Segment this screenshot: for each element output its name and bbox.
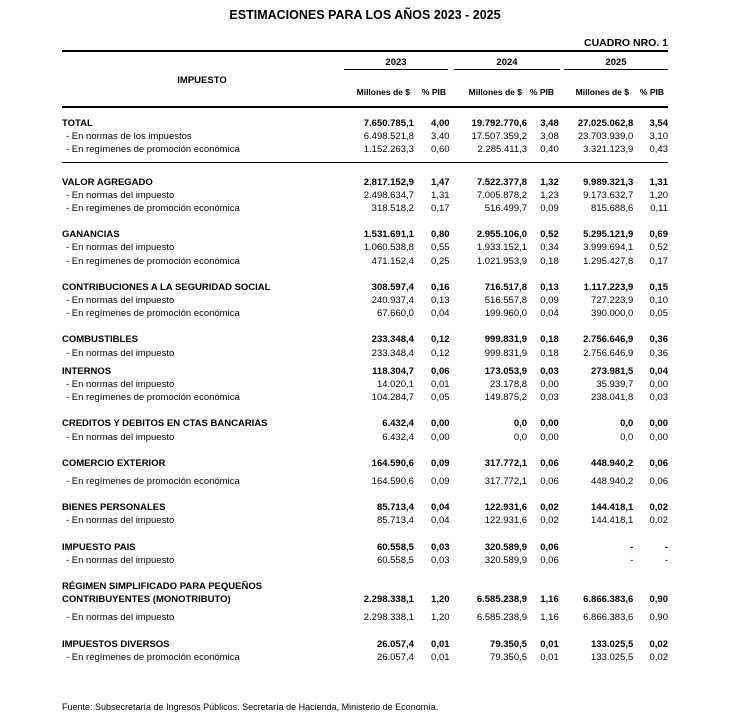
row-label: [62, 202, 346, 215]
value-millones: 27.025.062,8: [577, 118, 634, 129]
value-millones: 318.518,2: [371, 203, 414, 215]
value-millones: 104.284,7: [371, 392, 414, 404]
row-label: [62, 554, 346, 567]
value-pib: 0,01: [431, 638, 450, 650]
value-millones: 471.152,4: [371, 255, 414, 267]
value-millones: 7.522.377,8: [476, 176, 528, 188]
value-millones: 308.597,4: [371, 281, 414, 293]
value-millones: 144.418,1: [591, 502, 634, 514]
value-pib: 0,43: [649, 144, 668, 156]
row-label-text: CONTRIBUYENTES (MONOTRIBUTO): [62, 594, 231, 606]
row-label: [62, 431, 346, 444]
row-label: [62, 143, 346, 156]
value-millones: 240.937,4: [371, 295, 414, 307]
row-label: [62, 541, 346, 554]
value-pib: 3,54: [649, 118, 668, 129]
value-pib: 0,06: [649, 457, 668, 469]
value-millones: 9.173.632,7: [583, 189, 634, 201]
row-label-text: BIENES PERSONALES: [62, 502, 166, 514]
table-row-detail: [62, 143, 668, 156]
value-millones: 122.931,6: [484, 502, 528, 514]
row-label-text: COMERCIO EXTERIOR: [62, 457, 166, 469]
value-pib: 0,02: [649, 502, 668, 514]
value-pib: 0,13: [540, 281, 559, 293]
value-pib: 0,02: [540, 515, 559, 527]
table-row-category: [62, 176, 668, 189]
value-millones: 317.772,1: [484, 476, 528, 488]
row-label: [62, 130, 346, 143]
value-millones: 199.960,0: [484, 308, 528, 320]
spacer-row: [62, 215, 668, 228]
page-title: ESTIMACIONES PARA LOS AÑOS 2023 - 2025: [229, 8, 501, 22]
value-pib: 1,31: [649, 176, 668, 188]
value-pib: 0,09: [431, 457, 450, 469]
value-pib: 0,09: [540, 203, 559, 215]
value-millones: 26.057,4: [376, 651, 414, 663]
value-pib: 0,09: [540, 295, 559, 307]
year-underline: [344, 69, 448, 70]
row-label-text: - En normas de los impuestos: [66, 131, 192, 143]
value-millones: 320.589,9: [484, 554, 528, 566]
value-pib: 0,01: [540, 651, 559, 663]
value-millones: 144.418,1: [591, 515, 634, 527]
value-pib: 0,02: [649, 515, 668, 527]
row-label-text: GANANCIAS: [62, 229, 120, 241]
millones-header: Millones de $: [575, 87, 629, 97]
value-pib: 0,90: [649, 612, 668, 624]
table-row-detail: [62, 347, 668, 360]
value-millones: 60.558,5: [376, 541, 414, 553]
value-millones: 448.940,2: [591, 457, 634, 469]
row-label-text: - En normas del impuesto: [66, 554, 175, 566]
pib-header: % PIB: [639, 87, 664, 97]
value-millones: 2.756.646,9: [583, 334, 634, 346]
value-pib: 0,06: [540, 554, 559, 566]
row-label: [62, 365, 346, 378]
value-pib: 0,04: [649, 365, 668, 377]
table-row-category: [62, 333, 668, 346]
pib-header: % PIB: [421, 87, 446, 97]
value-pib: 0,13: [431, 295, 450, 307]
value-pib: 1,20: [649, 189, 668, 201]
row-label-text: VALOR AGREGADO: [62, 176, 153, 188]
value-millones: 6.432,4: [382, 431, 414, 443]
value-millones: 2.298.338,1: [363, 594, 414, 606]
row-label-text: TOTAL: [62, 118, 93, 129]
table-row-detail: [62, 294, 668, 307]
header-rule: [62, 106, 668, 108]
spacer-row: [62, 162, 668, 176]
value-pib: 0,00: [431, 431, 450, 443]
table-row-detail: [62, 241, 668, 254]
row-label: [62, 228, 346, 241]
value-millones: 0,0: [513, 418, 528, 430]
value-millones: 1.152.263,3: [363, 144, 414, 156]
value-millones: 716.517,8: [484, 281, 528, 293]
value-millones: 1.021.953,9: [476, 255, 528, 267]
value-pib: 0,06: [649, 476, 668, 488]
row-label: [62, 241, 346, 254]
value-millones: 14.020,1: [376, 379, 414, 391]
row-label: [62, 347, 346, 360]
value-pib: 0,52: [649, 242, 668, 254]
value-pib: 0,10: [649, 295, 668, 307]
table-row-detail: [62, 307, 668, 320]
value-pib: 1,32: [540, 176, 559, 188]
value-pib: 0,80: [431, 229, 450, 241]
value-pib: 0,00: [540, 379, 559, 391]
value-pib: 0,06: [431, 365, 450, 377]
value-millones: 516.499,7: [484, 203, 528, 215]
value-pib: -: [664, 554, 668, 566]
value-pib: 0,06: [540, 541, 559, 553]
value-millones: 6.585.238,9: [476, 594, 528, 606]
value-pib: 0,06: [540, 476, 559, 488]
value-pib: 1,20: [431, 594, 450, 606]
row-label: [62, 294, 346, 307]
value-millones: 390.000,0: [591, 308, 634, 320]
spacer-row: [62, 404, 668, 417]
table-row-category: [62, 501, 668, 514]
value-pib: 0,36: [649, 334, 668, 346]
value-pib: 0,05: [649, 308, 668, 320]
row-label: [62, 417, 346, 430]
value-pib: 0,18: [540, 334, 559, 346]
value-millones: 233.348,4: [371, 347, 414, 359]
value-millones: 2.298.338,1: [363, 612, 414, 624]
value-millones: 7.005.878,2: [476, 189, 528, 201]
row-label-text: - En regímenes de promoción económica: [66, 255, 240, 267]
value-millones: 273.981,5: [591, 365, 634, 377]
row-label-text: RÉGIMEN SIMPLIFICADO PARA PEQUEÑOS: [62, 581, 263, 593]
value-pib: 1,31: [431, 189, 450, 201]
value-millones: 815.688,6: [591, 203, 634, 215]
value-pib: 0,18: [540, 255, 559, 267]
table-row-category: [62, 228, 668, 241]
table-row-category: [62, 580, 668, 606]
row-label: [62, 651, 346, 664]
row-label: [62, 501, 346, 514]
estimates-table: [62, 117, 668, 664]
value-millones: 164.590,6: [371, 476, 414, 488]
value-pib: 0,40: [540, 144, 559, 156]
value-pib: 0,25: [431, 255, 450, 267]
value-pib: 0,60: [431, 144, 450, 156]
row-label: [62, 255, 346, 268]
value-pib: 0,04: [540, 308, 559, 320]
spacer-row: [62, 488, 668, 501]
value-pib: 0,36: [649, 347, 668, 359]
value-pib: 0,11: [650, 203, 668, 215]
table-row-category: [62, 638, 668, 651]
value-millones: 23.703.939,0: [577, 131, 634, 143]
value-pib: 0,00: [540, 418, 559, 430]
table-row-detail: [62, 611, 668, 624]
impuesto-header: IMPUESTO: [177, 75, 227, 86]
table-row-detail: [62, 651, 668, 664]
value-millones: 3.321.123,9: [583, 144, 634, 156]
value-millones: 9.989.321,3: [583, 176, 634, 188]
value-pib: 0,16: [431, 281, 450, 293]
millones-header: Millones de $: [356, 87, 410, 97]
table-row-category: [62, 365, 668, 378]
value-pib: 4,00: [431, 118, 450, 129]
row-label-text: - En regímenes de promoción económica: [66, 144, 240, 156]
row-label-text: - En normas del impuesto: [66, 242, 175, 254]
table-row-detail: [62, 189, 668, 202]
row-label-text: - En regímenes de promoción económica: [66, 203, 240, 215]
value-millones: 448.940,2: [591, 476, 634, 488]
table-row-detail: [62, 431, 668, 444]
value-pib: 1,16: [540, 594, 559, 606]
row-label-text: CONTRIBUCIONES A LA SEGURIDAD SOCIAL: [62, 281, 271, 293]
value-pib: 0,18: [540, 347, 559, 359]
table-row-detail: [62, 514, 668, 527]
row-label: [62, 333, 346, 346]
value-millones: 727.223,9: [591, 295, 634, 307]
value-millones: 133.025,5: [591, 651, 634, 663]
value-millones: 26.057,4: [376, 638, 414, 650]
row-label-text: - En regímenes de promoción económica: [66, 392, 240, 404]
source-note: Fuente: Subsecretaría de Ingresos Públicos. Secretaría de Hacienda, Ministerio de Economía.: [62, 702, 439, 712]
value-millones: 516.557,8: [484, 295, 528, 307]
value-millones: -: [630, 541, 634, 553]
value-pib: -: [664, 541, 668, 553]
row-label: [62, 117, 346, 130]
row-label-text: - En normas del impuesto: [66, 379, 175, 391]
top-rule: [62, 50, 668, 52]
value-millones: 1.531.691,1: [363, 229, 414, 241]
value-pib: 0,17: [649, 255, 668, 267]
value-millones: 2.285.411,3: [477, 144, 528, 156]
value-millones: 118.304,7: [372, 365, 414, 377]
row-label-text: - En normas del impuesto: [66, 612, 175, 624]
year-underline: [454, 69, 560, 70]
row-label: [62, 457, 346, 470]
value-pib: 1,23: [540, 189, 559, 201]
value-pib: 0,12: [431, 347, 450, 359]
value-pib: 0,00: [540, 431, 559, 443]
value-millones: 85.713,4: [376, 515, 414, 527]
value-pib: 0,69: [649, 229, 668, 241]
value-pib: 0,15: [649, 281, 668, 293]
value-millones: -: [630, 554, 634, 566]
year-header-2024: 2024: [496, 57, 518, 68]
value-pib: 0,02: [540, 502, 559, 514]
table-row-category: [62, 457, 668, 470]
row-label-text: CREDITOS Y DEBITOS EN CTAS BANCARIAS: [62, 418, 268, 430]
table-number: CUADRO NRO. 1: [583, 37, 668, 49]
spacer-row: [62, 567, 668, 580]
row-label: [62, 580, 346, 606]
value-millones: 6.432,4: [382, 418, 414, 430]
row-label: [62, 611, 346, 624]
value-millones: 122.931,6: [484, 515, 528, 527]
row-label: [62, 176, 346, 189]
row-label: [62, 475, 346, 488]
value-millones: 60.558,5: [376, 554, 414, 566]
value-millones: 0,0: [513, 431, 528, 443]
value-pib: 0,04: [431, 308, 450, 320]
table-row-detail: [62, 475, 668, 488]
row-label: [62, 638, 346, 651]
value-pib: 0,00: [649, 431, 668, 443]
value-millones: 2.955.106,0: [476, 229, 528, 241]
value-millones: 35.939,7: [596, 379, 634, 391]
row-label: [62, 307, 346, 320]
value-millones: 173.053,9: [484, 365, 528, 377]
value-millones: 6.866.383,6: [583, 612, 634, 624]
value-millones: 79.350,5: [490, 651, 528, 663]
value-millones: 3.999.694,1: [583, 242, 634, 254]
spacer-row: [62, 444, 668, 457]
value-pib: 0,12: [431, 334, 450, 346]
year-underline: [564, 69, 668, 70]
value-pib: 0,01: [431, 651, 450, 663]
row-label: [62, 514, 346, 527]
value-pib: 1,47: [431, 176, 450, 188]
value-pib: 0,34: [540, 242, 559, 254]
row-label-text: INTERNOS: [62, 365, 112, 377]
row-label-text: - En normas del impuesto: [66, 295, 175, 307]
value-millones: 5.295.121,9: [583, 229, 634, 241]
value-millones: 233.348,4: [371, 334, 414, 346]
value-millones: 1.060.538,8: [363, 242, 414, 254]
value-pib: 0,03: [431, 541, 450, 553]
pib-header: % PIB: [529, 87, 554, 97]
row-label-text: - En regímenes de promoción económica: [66, 476, 240, 488]
value-pib: 0,90: [649, 594, 668, 606]
value-millones: 1.117.223,9: [583, 281, 634, 293]
spacer-row: [62, 528, 668, 541]
row-label-text: IMPUESTOS DIVERSOS: [62, 638, 170, 650]
value-millones: 2.756.646,9: [583, 347, 634, 359]
value-pib: 0,09: [431, 476, 450, 488]
value-pib: 0,03: [431, 554, 450, 566]
value-millones: 0,0: [620, 418, 634, 430]
spacer-row: [62, 268, 668, 281]
row-label-text: IMPUESTO PAIS: [62, 541, 136, 553]
value-pib: 3,10: [649, 131, 668, 143]
value-pib: 0,03: [540, 365, 559, 377]
value-millones: 1.295.427,8: [583, 255, 634, 267]
spacer-row: [62, 625, 668, 638]
value-pib: 0,00: [649, 418, 668, 430]
value-millones: 999.831,9: [484, 334, 528, 346]
row-label-text: - En regímenes de promoción económica: [66, 651, 240, 663]
value-pib: 0,01: [431, 379, 450, 391]
table-row-category: [62, 117, 668, 130]
value-pib: 0,04: [431, 515, 450, 527]
value-pib: 0,03: [649, 392, 668, 404]
value-pib: 0,02: [649, 638, 668, 650]
table-row-detail: [62, 130, 668, 143]
row-label: [62, 391, 346, 404]
row-label-text: - En normas del impuesto: [66, 431, 175, 443]
table-row-category: [62, 417, 668, 430]
value-millones: 238.041,8: [591, 392, 634, 404]
value-pib: 0,02: [649, 651, 668, 663]
value-millones: 17.507.359,2: [471, 131, 528, 143]
value-millones: 164.590,6: [371, 457, 414, 469]
value-millones: 133.025,5: [591, 638, 634, 650]
value-millones: 6.498.521,8: [363, 131, 414, 143]
value-pib: 0,03: [540, 392, 559, 404]
value-millones: 317.772,1: [484, 457, 528, 469]
value-millones: 23.178,8: [490, 379, 528, 391]
value-pib: 1,16: [540, 612, 559, 624]
value-millones: 79.350,5: [490, 638, 528, 650]
value-millones: 149.875,2: [484, 392, 528, 404]
value-millones: 7.650.785,1: [363, 118, 414, 129]
value-millones: 320.589,9: [484, 541, 528, 553]
value-millones: 2.498.634,7: [363, 189, 414, 201]
year-header-2023: 2023: [385, 57, 407, 68]
value-pib: 0,00: [649, 379, 668, 391]
year-header-2025: 2025: [605, 57, 627, 68]
row-label: [62, 378, 346, 391]
value-millones: 6.866.383,6: [583, 594, 634, 606]
table-row-category: [62, 281, 668, 294]
row-label-text: - En normas del impuesto: [66, 347, 175, 359]
value-pib: 3,40: [431, 131, 450, 143]
table-row-detail: [62, 554, 668, 567]
millones-header: Millones de $: [468, 87, 522, 97]
value-pib: 0,06: [540, 457, 559, 469]
table-row-detail: [62, 378, 668, 391]
value-pib: 0,17: [431, 203, 450, 215]
row-label: [62, 281, 346, 294]
row-label-text: - En regímenes de promoción económica: [66, 308, 240, 320]
value-pib: 0,01: [540, 638, 559, 650]
table-row-detail: [62, 391, 668, 404]
value-pib: 0,05: [431, 392, 450, 404]
table-row-detail: [62, 255, 668, 268]
value-millones: 999.831,9: [484, 347, 528, 359]
row-label-text: COMBUSTIBLES: [62, 334, 138, 346]
value-pib: 3,08: [540, 131, 559, 143]
value-pib: 0,04: [431, 502, 450, 514]
value-millones: 0,0: [620, 431, 634, 443]
value-millones: 6.585.238,9: [476, 612, 528, 624]
value-millones: 85.713,4: [376, 502, 414, 514]
value-millones: 2.817.152,9: [363, 176, 414, 188]
spacer-row: [62, 320, 668, 333]
value-pib: 1,20: [431, 612, 450, 624]
value-millones: 67.660,0: [376, 308, 414, 320]
table-row-detail: [62, 202, 668, 215]
value-pib: 0,55: [431, 242, 450, 254]
row-label-text: - En normas del impuesto: [66, 189, 175, 201]
row-label: [62, 189, 346, 202]
value-pib: 0,00: [431, 418, 450, 430]
value-pib: 0,52: [540, 229, 559, 241]
row-label-text: - En normas del impuesto: [66, 515, 175, 527]
value-pib: 3,48: [540, 118, 559, 129]
value-millones: 1.933.152,1: [476, 242, 528, 254]
value-millones: 19.792.770,6: [471, 118, 528, 129]
table-row-category: [62, 541, 668, 554]
